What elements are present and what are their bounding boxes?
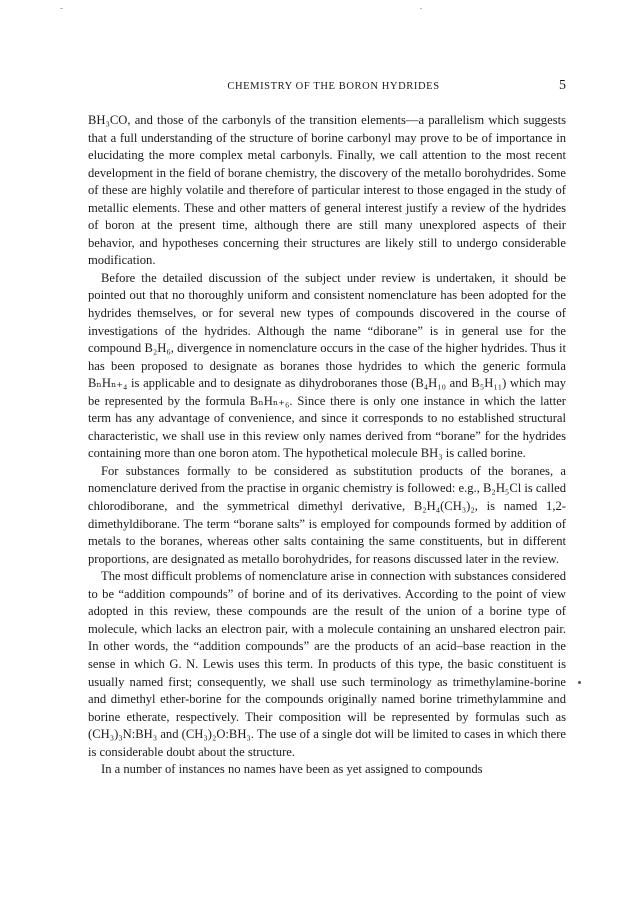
paragraph: BH₃CO, and those of the carbonyls of the transition elements—a parallelism which suggests that a full understanding of the structure of borine carbonyl may prove to be of importance in elucidating the more complex metal carbonyls. Finally, we call attention to the most recent development in the field of borane chemistry, the discovery of the metallo borohydrides. Some of these are highly volatile and therefore of particular interest to those engaged in the study of metallic elements. These and other matters of general interest justify a review of the hydrides of boron at the present time, although there are still many unexplored aspects of their behavior, and hypotheses concerning their structures are likely still to undergo considerable modification. bbox=[88, 113, 566, 268]
margin-mark bbox=[578, 681, 581, 684]
page bbox=[88, 78, 566, 779]
running-head: CHEMISTRY OF THE BORON HYDRIDES bbox=[227, 81, 440, 92]
page-header bbox=[88, 78, 566, 102]
paragraph: For substances formally to be considered as substitution products of the boranes, a nomenclature derived from the practise in organic chemistry is followed: e.g., B₂H₅Cl is called chlorodiborane, and the symmetrical dimethyl derivative, B₂H₄(CH₃)₂, is named 1,2-dimethyldiborane. The term “borane salts” is employed for compounds formed by addition of metals to the boranes, whereas other salts containing the same constituents, but in different proportions, are designated as metallo borohydrides, for reasons discussed later in the review. bbox=[88, 463, 566, 566]
page-number: 5 bbox=[559, 78, 566, 93]
scan-speck bbox=[60, 8, 63, 9]
paragraph: Before the detailed discussion of the subject under review is undertaken, it should be pointed out that no thoroughly uniform and consistent nomenclature has been adopted for the hydrides themselves, or for several new types of compounds discovered in the course of investigations of the hydrides. Although the name “diborane” is in general use for the compound B₂H₆, divergence in nomenclature occurs in the case of the higher hydrides. Thus it has been proposed to designate as boranes those hydrides to which the generic formula BₙHₙ₊₄ is applicable and to designate as dihydroboranes those (B₄H₁₀ and B₅H₁₁) which may be represented by the formula BₙHₙ₊₆. Since there is only one instance in which the latter term has any advantage of convenience, and since it corresponds to no established structural characteristic, we shall use in this review only names derived from “borane” for the hydrides containing more than one boron atom. The hypothetical molecule BH₃ is called borine. bbox=[88, 270, 566, 461]
body-text bbox=[88, 112, 566, 779]
paragraph: The most difficult problems of nomenclature arise in connection with substances considered to be “addition compounds” of borine and of its derivatives. According to the point of view adopted in this review, these compounds are the result of the union of a borine type of molecule, which lacks an electron pair, with a molecule containing an unshared electron pair. In other words, the “addition compounds” are the products of an acid–base reaction in the sense in which G. N. Lewis uses this term. In products of this type, the basic constituent is usually named first; consequently, we shall use such terminology as trimethylamine-borine and dimethyl ether-borine for the compounds originally named borine trimethylammine and borine etherate, respectively. Their composition will be represented by formulas such as (CH₃)₃N:BH₃ and (CH₃)₂O:BH₃. The use of a single dot will be limited to cases in which there is considerable doubt about the structure. bbox=[88, 569, 566, 759]
paragraph: In a number of instances no names have been as yet assigned to compounds bbox=[101, 762, 483, 777]
scan-speck bbox=[420, 8, 422, 9]
